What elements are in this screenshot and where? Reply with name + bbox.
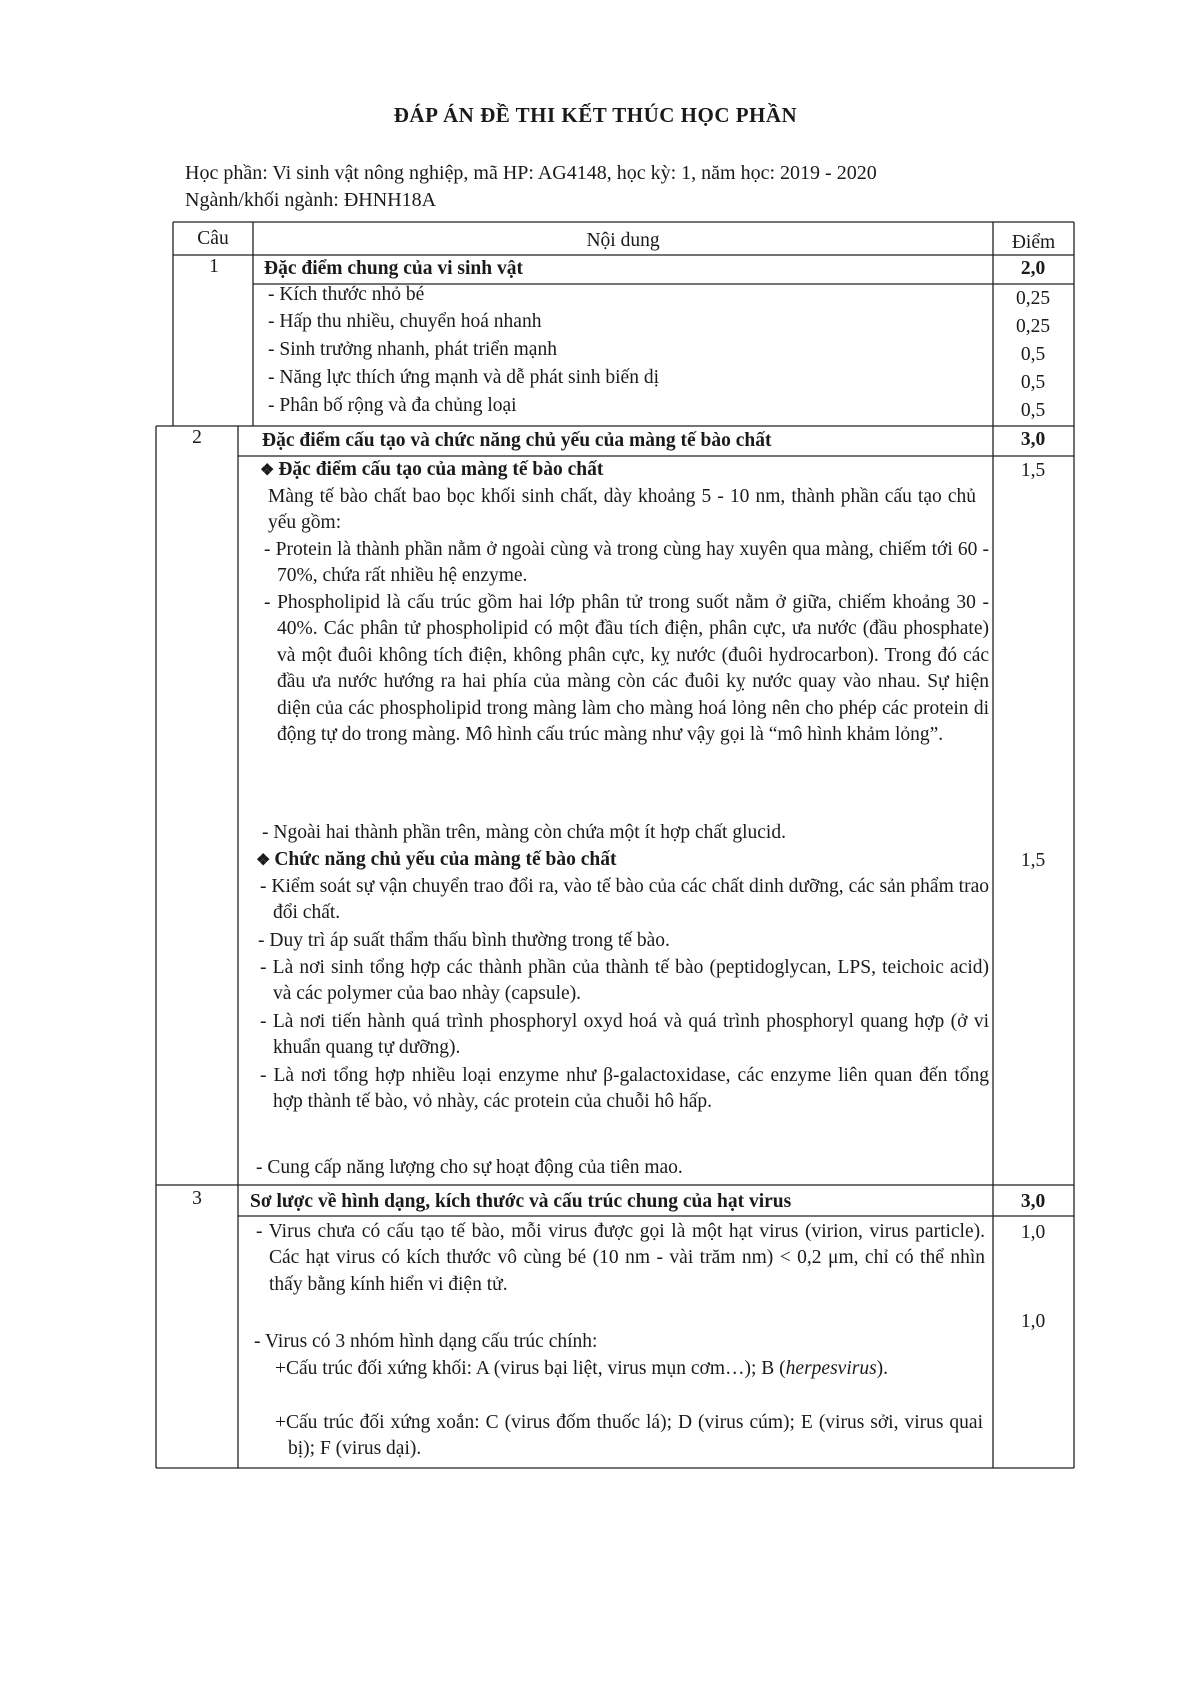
q1-heading: Đặc điểm chung của vi sinh vật	[264, 258, 523, 279]
q3-item-4: +Cấu trúc đối xứng xoắn: C (virus đốm thuốc lá); D (virus cúm); E (virus sởi, virus quai bị); F (virus dại).	[275, 1412, 983, 1460]
diamond-bullet-icon: ❖	[256, 852, 271, 869]
q3-item-1: - Virus chưa có cấu tạo tế bào, mỗi virus được gọi là một hạt virus (virion, virus particle). Các hạt virus có kích thước vô cùng bé (10 nm - vài trăm nm) < 0,2 μm, chỉ có thể nhìn thấy bằng kính hiển vi điện tử.	[256, 1221, 985, 1295]
q3-item-1-score: 1,0	[1020, 1222, 1046, 1243]
q2-sub1-protein: - Protein là thành phần nằm ở ngoài cùng và trong cùng hay xuyên qua màng, chiếm tới 60 - 70%, chứa rất nhiều hệ enzyme.	[264, 539, 989, 587]
q1-item-5-score: 0,5	[1020, 400, 1046, 421]
q1-item-5: - Phân bố rộng và đa chủng loại	[268, 395, 517, 416]
q1-item-4-score: 0,5	[1020, 372, 1046, 393]
q3-item-3: +Cấu trúc đối xứng khối: A (virus bại liệt, virus mụn cơm…); B (herpesvirus).	[275, 1358, 889, 1379]
q1-item-1: - Kích thước nhỏ bé	[268, 284, 425, 305]
q2-sub2-item-1: - Kiểm soát sự vận chuyển trao đổi ra, vào tế bào của các chất dinh dưỡng, các sản phẩm trao đổi chất.	[260, 876, 989, 924]
q2-sub1-phospholipid: - Phospholipid là cấu trúc gồm hai lớp phân tử trong suốt nằm ở giữa, chiếm khoảng 30 - 40%. Các phân tử phospholipid có một đầu tích điện, phân cực, ưa nước (đầu phosphate) và một đuôi không tích điện, không phân cực, kỵ nước (đuôi hydrocarbon). Trong đó các đầu ưa nước hướng ra hai phía của màng còn các đuôi kỵ nước quay vào nhau. Sự hiện diện của các phospholipid trong màng làm cho màng hoá lỏng nên cho phép các protein di động tự do trong màng. Mô hình cấu trúc màng như vậy gọi là “mô hình khảm lỏng”.	[264, 592, 989, 746]
q2-sub2-item-5: - Là nơi tổng hợp nhiều loại enzyme như β-galactoxidase, các enzyme liên quan đến tổng hợp thành tế bào, vỏ nhày, các protein của chuỗi hô hấp.	[260, 1065, 989, 1113]
q2-score: 3,0	[1020, 429, 1046, 450]
course-info: Học phần: Vi sinh vật nông nghiệp, mã HP: AG4148, học kỳ: 1, năm học: 2019 - 2020	[185, 162, 877, 184]
q3-heading: Sơ lược về hình dạng, kích thước và cấu trúc chung của hạt virus	[250, 1191, 792, 1212]
header-question: Câu	[197, 228, 229, 249]
q1-item-2: - Hấp thu nhiều, chuyển hoá nhanh	[268, 311, 542, 332]
q2-sub2-score: 1,5	[1020, 850, 1046, 871]
q2-sub2-item-2: - Duy trì áp suất thẩm thấu bình thường trong tế bào.	[258, 930, 670, 951]
q1-score: 2,0	[1020, 258, 1046, 279]
diamond-bullet-icon: ❖	[260, 462, 275, 479]
header-content: Nội dung	[586, 230, 660, 251]
page-title: ĐÁP ÁN ĐỀ THI KẾT THÚC HỌC PHẦN	[393, 103, 798, 127]
header-score: Điểm	[1011, 232, 1056, 253]
q2-sub1-glucid: - Ngoài hai thành phần trên, màng còn chứa một ít hợp chất glucid.	[262, 822, 786, 843]
q1-item-2-score: 0,25	[1015, 316, 1051, 337]
q2-heading: Đặc điểm cấu tạo và chức năng chủ yếu của màng tế bào chất	[262, 430, 772, 451]
q2-sub1-score: 1,5	[1020, 460, 1046, 481]
q2-sub2-heading: ❖ Chức năng chủ yếu của màng tế bào chất	[256, 849, 617, 870]
q3-item-2: - Virus có 3 nhóm hình dạng cấu trúc chính:	[254, 1331, 598, 1352]
question-number-2: 2	[192, 427, 202, 448]
q1-item-1-score: 0,25	[1015, 288, 1051, 309]
q2-sub1-intro: Màng tế bào chất bao bọc khối sinh chất, dày khoảng 5 - 10 nm, thành phần cấu tạo chủ yếu gồm:	[268, 486, 976, 534]
q2-sub2-item-6: - Cung cấp năng lượng cho sự hoạt động của tiên mao.	[256, 1157, 683, 1178]
q3-score: 3,0	[1020, 1191, 1046, 1212]
q1-item-3-score: 0,5	[1020, 344, 1046, 365]
q2-sub1-heading: ❖ Đặc điểm cấu tạo của màng tế bào chất	[260, 459, 604, 480]
question-number-3: 3	[192, 1188, 202, 1209]
q3-item-2-score: 1,0	[1020, 1311, 1046, 1332]
q2-sub2-item-3: - Là nơi sinh tổng hợp các thành phần của thành tế bào (peptidoglycan, LPS, teichoic acid) và các polymer của bao nhày (capsule).	[260, 957, 989, 1005]
q1-item-4: - Năng lực thích ứng mạnh và dễ phát sinh biến dị	[268, 367, 660, 388]
question-number-1: 1	[209, 256, 219, 277]
q1-item-3: - Sinh trưởng nhanh, phát triển mạnh	[268, 339, 557, 360]
q2-sub2-item-4: - Là nơi tiến hành quá trình phosphoryl oxyd hoá và quá trình phosphoryl quang hợp (ở vi khuẩn quang tự dưỡng).	[260, 1011, 989, 1059]
major-info: Ngành/khối ngành: ĐHNH18A	[185, 189, 437, 211]
